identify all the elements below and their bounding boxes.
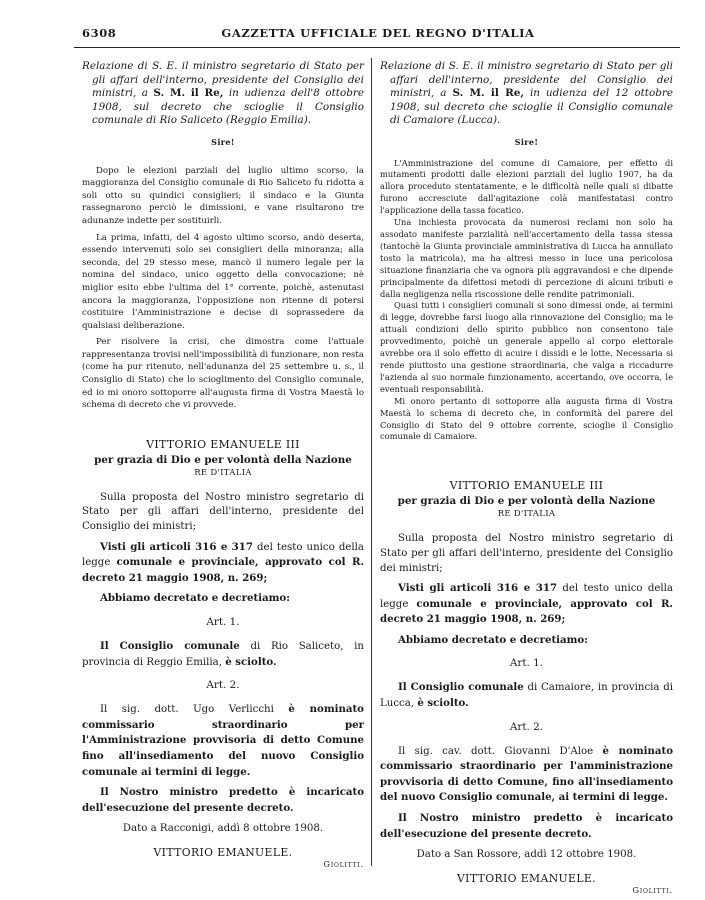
- minister-signature: Giolitti.: [323, 859, 364, 870]
- king-name: VITTORIO EMANUELE III: [449, 479, 604, 493]
- report-paragraph: Una inchiesta provocata da numerosi reclami non solo ha assodato manifeste parzialità nell'accertamento della tassa stessa (tantochè la Giunta provinciale amministrativa di Lucca ha annullato tosto la matricola), ma ha altresì messo in luce una pericolosa situazione finanziaria che va ognora più aggravandosi e che dipende principalmente da difettosi metodi di percezione di alcuni tributi e dalla negligenza nella riscossione delle rendite patrimoniali.: [380, 217, 673, 299]
- decree-date: Dato a San Rossore, addì 12 ottobre 1908.: [416, 849, 637, 861]
- king-name: VITTORIO EMANUELE III: [146, 437, 300, 451]
- grace-formula: per grazia di Dio e per volontà della Nazione: [94, 453, 352, 466]
- header-rule: [74, 47, 680, 48]
- grace-formula: per grazia di Dio e per volontà della Nazione: [397, 495, 656, 508]
- minister-signature: Giolitti.: [632, 885, 673, 896]
- king-title: RE D'ITALIA: [194, 467, 252, 478]
- decree-proposta: Sulla proposta del Nostro ministro segretario di Stato per gli affari dell'interno, presidente del Consiglio dei ministri;: [380, 533, 673, 574]
- page-number: 6308: [82, 26, 117, 40]
- decree-visti: Visti gli articoli 316 e 317 del testo unico della legge comunale e provinciale, approvato col R. decreto 21 maggio 1908, n. 269;: [82, 540, 364, 584]
- decree-proposta: Sulla proposta del Nostro ministro segretario di Stato per gli affari dell'interno, presidente del Consiglio dei ministri;: [82, 491, 364, 533]
- royal-signature: VITTORIO EMANUELE.: [153, 846, 293, 860]
- report-paragraph: La prima, infatti, del 4 agosto ultimo scorso, andò deserta, essendo intervenuti solo sei consiglieri della minoranza; alla seconda, del 29 stesso mese, mancò il numero legale per la nomina del sindaco, unico oggetto della convocazione; nè miglior esito ebbe l'ultima del 1° corrente, poichè, astenutasi ancora la maggioranza, l'opposizione non ritenne di potersi costituire l'Amministrazione e decise di soprassedere da qualsiasi deliberazione.: [82, 232, 364, 331]
- article-1-heading: Art. 1.: [206, 616, 240, 628]
- sire-salutation: Sire!: [211, 136, 235, 147]
- column-divider: [371, 58, 372, 866]
- decree-abbiamo: Abbiamo decretato e decretiamo:: [398, 633, 588, 646]
- royal-signature: VITTORIO EMANUELE.: [456, 872, 597, 886]
- decree-final: Il Nostro ministro predetto è incaricato dell'esecuzione del presente decreto.: [380, 812, 673, 840]
- article-2-text: Il sig. dott. Ugo Verlicchi è nominato commissario straordinario per l'Amministrazione provvisoria di detto Comune fino all'insediamento del nuovo Consiglio comunale ai termini di legge.: [82, 703, 364, 778]
- decree-abbiamo: Abbiamo decretato e decretiamo:: [100, 592, 290, 605]
- page-header: [82, 22, 674, 44]
- report-paragraph: Quasi tutti i consiglieri comunali si sono dimessi onde, ai termini di legge, dovrebbe farsi luogo alla rinnovazione del Consiglio; ma le attuali condizioni dello spirito pubblico non consentono tale provvedimento, poichè un generale appello al corpo elettorale avrebbe ora il solo effetto di acuire i dissidi e le lotte. Necessaria si rende piuttosto una gestione straordinaria, che valga a riccadurre l'azienda al suo normale funzionamento, accertando, ove occorra, le eventuali responsabilità.: [380, 300, 673, 394]
- decree-final: Il Nostro ministro predetto è incaricato dell'esecuzione del presente decreto.: [82, 786, 364, 814]
- article-2-heading: Art. 2.: [206, 679, 240, 692]
- sire-salutation: Sire!: [514, 136, 539, 147]
- left-column: [82, 60, 364, 871]
- report-paragraph: Per risolvere la crisi, che dimostra come l'attuale rappresentanza trovisi nell'impossibilità di funzionare, non resta (come ha pur ritenuto, nell'adunanza del 25 settembre u. s., il Consiglio di Stato) che lo scioglimento del Consiglio comunale, ed io mi onoro sottoporre all'augusta firma di Vostra Maestà lo schema di decreto che vi provvede.: [82, 337, 365, 411]
- article-1-heading: Art. 1.: [509, 657, 544, 670]
- article-1-text: Il Consiglio comunale di Camaiore, in provincia di Lucca, è sciolto.: [380, 681, 673, 710]
- gazette-title: GAZZETTA UFFICIALE DEL REGNO D'ITALIA: [221, 26, 535, 40]
- article-2-heading: Art. 2.: [509, 720, 544, 733]
- report-paragraph: Mi onoro pertanto di sottoporre alla augusta firma di Vostra Maestà lo schema di decreto che, in conformità del parere del Consiglio di Stato del 9 ottobre corrente, scioglie il Consiglio comunale di Camaiore.: [380, 395, 673, 442]
- decree-visti: Visti gli articoli 316 e 317 del testo unico della legge comunale e provinciale, approvato col R. decreto 21 maggio 1908, n. 269;: [380, 582, 673, 626]
- article-2-text: Il sig. cav. dott. Giovanni D'Aloe è nominato commissario straordinario per l'amministrazione provvisoria di detto Comune, fino all'insediamento del nuovo Consiglio comunale, ai termini di legge.: [380, 744, 673, 804]
- relazione-heading: Relazione di S. E. il ministro segretario di Stato per gli affari dell'interno, presidente del Consiglio dei ministri, a S. M. il Re, in udienza dell'8 ottobre 1908, sul decreto che scioglie il Consiglio comunale di Rio Saliceto (Reggio Emilia).: [82, 60, 364, 127]
- report-paragraph: L'Amministrazione del comune di Camaiore, per effetto di mutamenti prodotti dalle elezioni parziali del luglio 1907, ha da allora proceduto stentatamente, e le difficoltà nelle quali si dibatte furono accresciute dall'agitazione colà manifestatasi contro l'applicazione della tassa focatico.: [380, 157, 673, 216]
- report-paragraph: Dopo le elezioni parziali del luglio ultimo scorso, la maggioranza del Consiglio comunale di Rio Saliceto fu ridotta a soli otto su quindici consiglieri; il sindaco e la Giunta rassegnarono perciò le dimissioni, e vane risultarono tre adunanze indette per sostituirli.: [82, 165, 364, 226]
- right-column: [380, 60, 673, 897]
- relazione-heading: Relazione di S. E. il ministro segretario di Stato per gli affari dell'interno, presidente del Consiglio dei ministri, a S. M. il Re, in udienza del 12 ottobre 1908, sul decreto che scioglie il Consiglio comunale di Camaiore (Lucca).: [380, 60, 673, 127]
- decree-date: Dato a Racconigi, addì 8 ottobre 1908.: [122, 823, 324, 835]
- king-title: RE D'ITALIA: [497, 509, 556, 520]
- article-1-text: Il Consiglio comunale di Rio Saliceto, in provincia di Reggio Emilia, è sciolto.: [82, 640, 364, 668]
